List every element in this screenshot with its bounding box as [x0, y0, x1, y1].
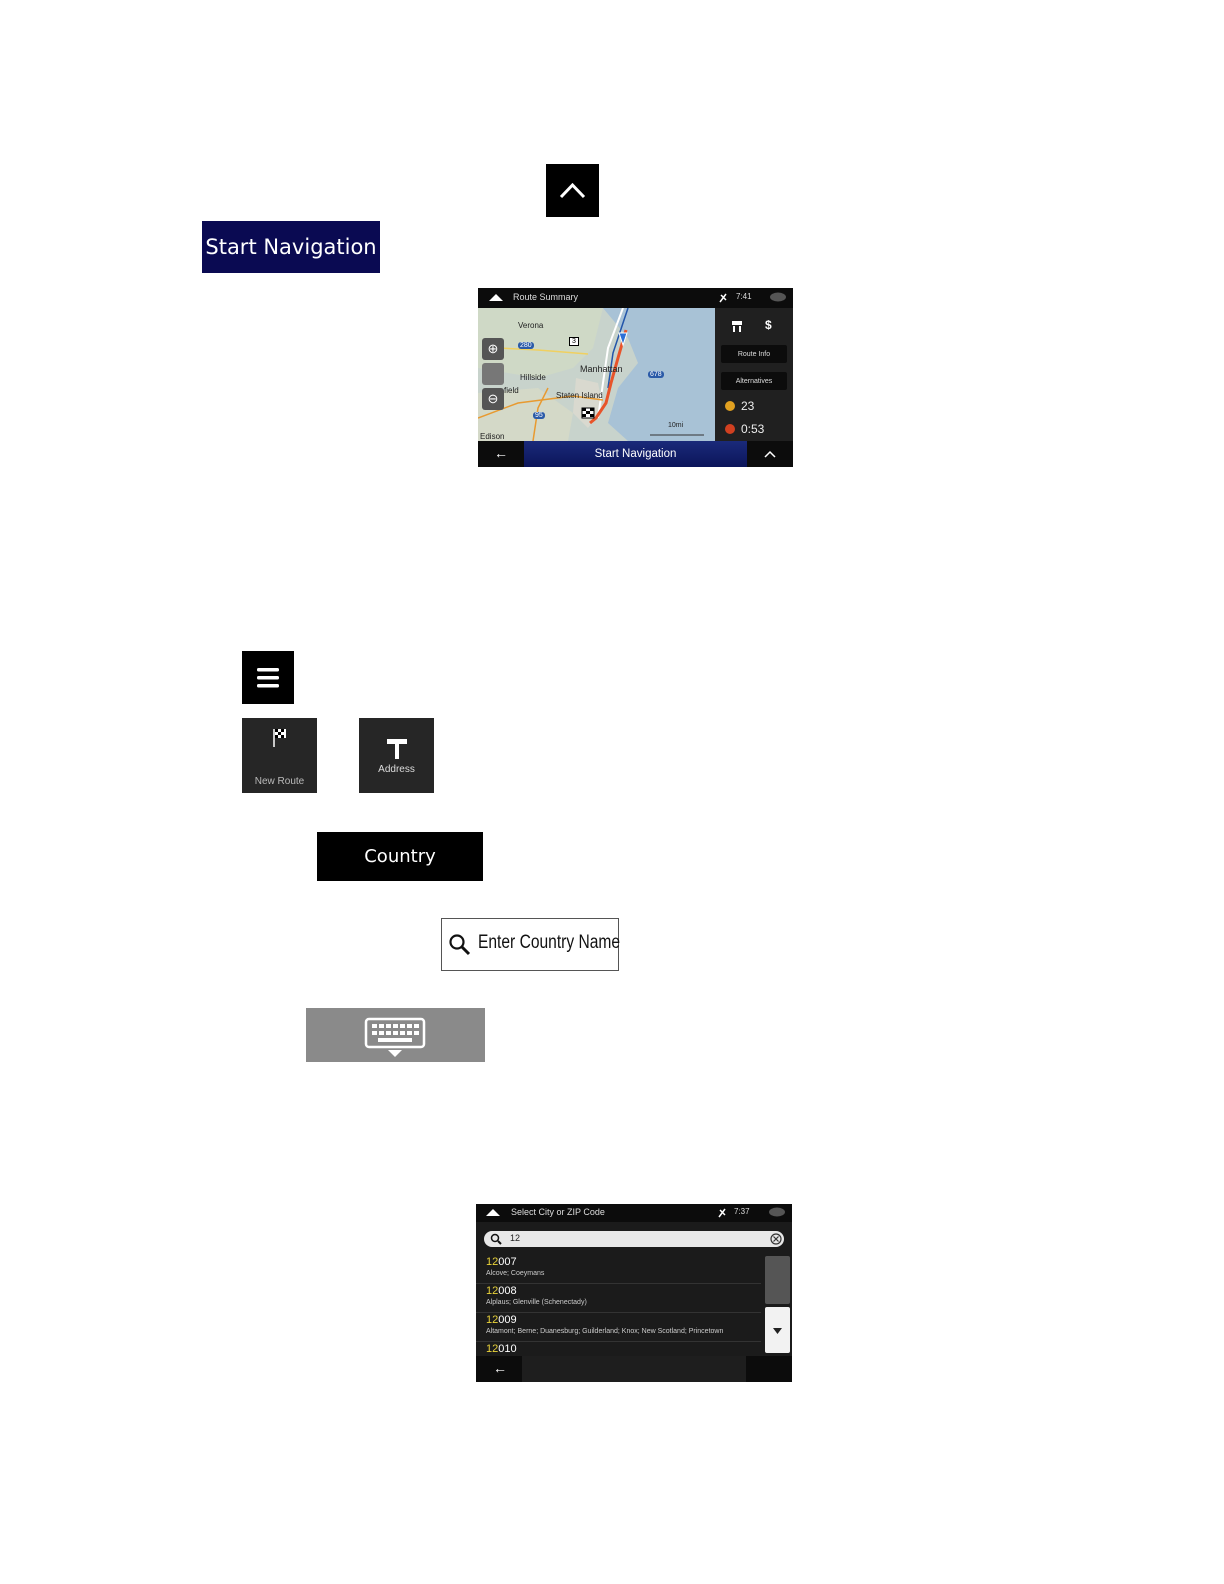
main-menu-button[interactable] [242, 651, 294, 704]
checkered-flag-icon [272, 728, 288, 748]
zip-code: 12010 [486, 1343, 517, 1355]
map-label-edison: Edison [480, 432, 505, 441]
hamburger-menu-icon [242, 651, 294, 704]
map-label-verona: Verona [518, 321, 544, 330]
road-shield-95: 95 [535, 412, 543, 419]
up-chevron-button[interactable] [546, 164, 599, 217]
search-icon [448, 933, 472, 957]
select-city-screen [476, 1204, 792, 1382]
city-search-input[interactable] [484, 1231, 784, 1247]
route-duration: 0:53 [741, 422, 765, 436]
road-shield-3: 3 [569, 337, 579, 346]
message-icon[interactable] [769, 292, 787, 304]
footer-center [522, 1356, 746, 1382]
map-scale: 10mi [668, 422, 684, 429]
zip-code: 12008 [486, 1285, 517, 1297]
road-shield-678: 678 [650, 371, 662, 378]
select-city-footer [476, 1356, 792, 1382]
keyboard-icon [306, 1008, 485, 1062]
clock: 7:41 [736, 292, 752, 301]
chevron-up-icon [546, 164, 599, 217]
zip-code: 12009 [486, 1314, 517, 1326]
more-chevron-icon[interactable] [762, 447, 778, 463]
duration-icon [724, 423, 736, 435]
menu-up-icon[interactable] [483, 1204, 503, 1222]
new-route-tile[interactable] [242, 718, 317, 793]
distance-icon [724, 400, 736, 412]
new-route-label: New Route [254, 776, 305, 787]
zoom-out-icon: ⊖ [487, 391, 499, 406]
road-shield-280: 280 [520, 342, 532, 349]
zip-cities: Altamont; Berne; Duanesburg; Guilderland; Knox; New Scotland; Princetown [486, 1328, 724, 1335]
zip-code: 12007 [486, 1256, 517, 1268]
result-row[interactable] [476, 1254, 761, 1284]
select-city-header [476, 1204, 792, 1222]
message-icon[interactable] [768, 1207, 786, 1219]
clock: 7:37 [734, 1207, 750, 1216]
alternatives-button[interactable]: Alternatives [721, 372, 787, 390]
zoom-in-button[interactable] [482, 338, 504, 360]
country-search-field[interactable] [441, 918, 619, 971]
gps-off-icon [718, 292, 728, 304]
toll-road-icon[interactable]: $ [765, 318, 772, 332]
keyboard-toggle-button[interactable] [306, 1008, 485, 1062]
route-distance: 23 [741, 399, 755, 413]
zoom-out-button[interactable] [482, 388, 504, 410]
scrollbar-track[interactable] [765, 1256, 790, 1304]
zip-cities: Alcove; Coeymans [486, 1270, 545, 1277]
screen-title: Select City or ZIP Code [511, 1207, 605, 1217]
result-row[interactable] [476, 1312, 761, 1342]
scroll-down-button[interactable] [765, 1307, 790, 1353]
search-query: 12 [510, 1233, 521, 1243]
clear-icon[interactable] [770, 1233, 782, 1245]
route-info-button[interactable]: Route Info [721, 345, 787, 363]
start-navigation-button[interactable]: Start Navigation [202, 221, 380, 273]
back-arrow-icon[interactable]: ← [494, 445, 508, 461]
search-icon [490, 1233, 502, 1245]
route-summary-header [478, 288, 793, 308]
route-side-panel [715, 308, 793, 441]
zip-cities: Alplaus; Glenville (Schenectady) [486, 1299, 587, 1306]
start-navigation-label: Start Navigation [594, 448, 677, 460]
highway-icon[interactable] [730, 319, 744, 333]
zoom-in-icon: ⊕ [487, 341, 499, 356]
signpost-icon [385, 736, 409, 760]
back-arrow-icon[interactable]: ← [493, 1360, 507, 1376]
country-button[interactable]: Country [317, 832, 483, 881]
map-label-field: field [504, 386, 519, 395]
tilt-button[interactable] [482, 363, 504, 385]
search-placeholder: Enter Country Name [478, 932, 621, 953]
menu-up-icon[interactable] [486, 288, 506, 308]
map-label-staten-island: Staten Island [556, 391, 603, 400]
route-map[interactable] [478, 308, 715, 441]
result-row[interactable] [476, 1283, 761, 1313]
address-tile[interactable] [359, 718, 434, 793]
chevron-down-icon [765, 1307, 790, 1353]
screen-title: Route Summary [513, 292, 579, 302]
start-navigation-bar-button[interactable] [524, 441, 747, 467]
route-summary-footer [478, 441, 793, 467]
address-label: Address [378, 764, 415, 775]
gps-off-icon [717, 1207, 727, 1219]
map-label-hillside: Hillside [520, 373, 546, 382]
route-summary-screen [478, 288, 793, 467]
map-label-manhattan: Manhattan [580, 364, 623, 374]
